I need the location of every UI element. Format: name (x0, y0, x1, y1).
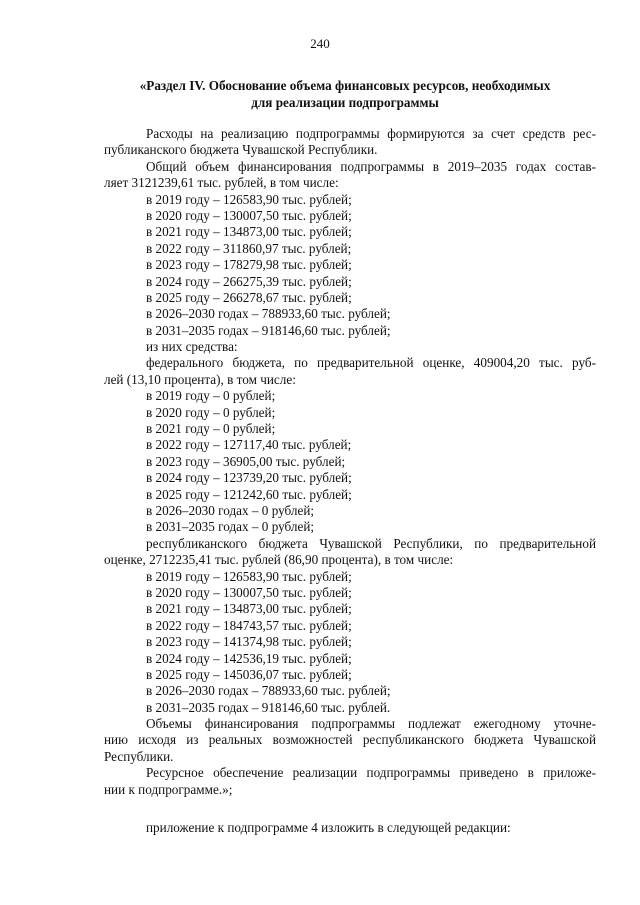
republican-year-item: в 2031–2035 годах – 918146,60 тыс. рублей. (146, 699, 391, 715)
federal-year-item: в 2019 году – 0 рублей; (146, 388, 276, 404)
federal-year-item: в 2026–2030 годах – 0 рублей; (146, 502, 315, 518)
total-year-item: в 2025 году – 266278,67 тыс. рублей; (146, 289, 352, 305)
total-year-item: в 2019 году – 126583,90 тыс. рублей; (146, 191, 352, 207)
paragraph-line: Общий объем финансирования подпрограммы в 2019–2035 годах состав- (146, 158, 596, 174)
paragraph-line: Расходы на реализацию подпрограммы формируются за счет средств рес- (146, 126, 596, 141)
of-them-label: из них средства: (146, 339, 238, 355)
total-year-item: в 2022 году – 311860,97 тыс. рублей; (146, 240, 352, 256)
total-year-item: в 2020 году – 130007,50 тыс. рублей; (146, 207, 352, 223)
federal-year-item: в 2025 году – 121242,60 тыс. рублей; (146, 486, 352, 502)
section-title (100, 78, 590, 111)
federal-year-item: в 2022 году – 127117,40 тыс. рублей; (146, 437, 352, 453)
paragraph-line: публиканского бюджета Чувашской Республики. (104, 142, 378, 158)
page-number: 240 (310, 36, 330, 51)
total-year-item: в 2031–2035 годах – 918146,60 тыс. рублей; (146, 322, 391, 338)
federal-year-item: в 2031–2035 годах – 0 рублей; (146, 519, 315, 535)
closing-line: Республики. (104, 748, 174, 764)
closing-line: нии к подпрограмме.»; (104, 781, 233, 797)
paragraph-line: ляет 3121239,61 тыс. рублей, в том числе: (104, 175, 339, 191)
document-body (104, 126, 596, 836)
final-instruction: приложение к подпрограмме 4 изложить в следующей редакции: (146, 820, 511, 836)
republican-line: республиканского бюджета Чувашской Республики, по предварительной (146, 535, 596, 551)
total-year-item: в 2024 году – 266275,39 тыс. рублей; (146, 273, 352, 289)
federal-year-item: в 2020 году – 0 рублей; (146, 404, 276, 420)
republican-year-item: в 2021 году – 134873,00 тыс. рублей; (146, 601, 352, 617)
total-year-item: в 2023 году – 178279,98 тыс. рублей; (146, 257, 352, 273)
federal-year-item: в 2024 году – 123739,20 тыс. рублей; (146, 470, 352, 486)
closing-line: Объемы финансирования подпрограммы подлежат ежегодному уточне- (146, 716, 596, 732)
republican-year-item: в 2022 году – 184743,57 тыс. рублей; (146, 617, 352, 633)
republican-year-item: в 2023 году – 141374,98 тыс. рублей; (146, 634, 352, 650)
republican-year-item: в 2025 году – 145036,07 тыс. рублей; (146, 666, 352, 682)
total-year-item: в 2026–2030 годах – 788933,60 тыс. рублей; (146, 306, 391, 322)
federal-line: федерального бюджета, по предварительной оценке, 409004,20 тыс. руб- (146, 355, 596, 371)
closing-line: Ресурсное обеспечение реализации подпрограммы приведено в приложе- (146, 765, 596, 781)
republican-year-item: в 2020 году – 130007,50 тыс. рублей; (146, 584, 352, 600)
federal-year-item: в 2023 году – 36905,00 тыс. рублей; (146, 453, 346, 469)
paragraph-gap (104, 798, 596, 820)
republican-year-item: в 2026–2030 годах – 788933,60 тыс. рублей; (146, 683, 391, 699)
total-year-item: в 2021 году – 134873,00 тыс. рублей; (146, 224, 352, 240)
republican-line: оценке, 2712235,41 тыс. рублей (86,90 процента), в том числе: (104, 552, 454, 568)
federal-year-item: в 2021 году – 0 рублей; (146, 421, 276, 437)
closing-line: нию исходя из реальных возможностей республиканского бюджета Чувашской (104, 732, 596, 748)
federal-line: лей (13,10 процента), в том числе: (104, 371, 296, 387)
republican-year-item: в 2019 году – 126583,90 тыс. рублей; (146, 568, 352, 584)
republican-year-item: в 2024 году – 142536,19 тыс. рублей; (146, 650, 352, 666)
section-title-line-1: «Раздел IV. Обоснование объема финансовых ресурсов, необходимых (139, 78, 551, 93)
section-title-line-2: для реализации подпрограммы (251, 94, 439, 110)
